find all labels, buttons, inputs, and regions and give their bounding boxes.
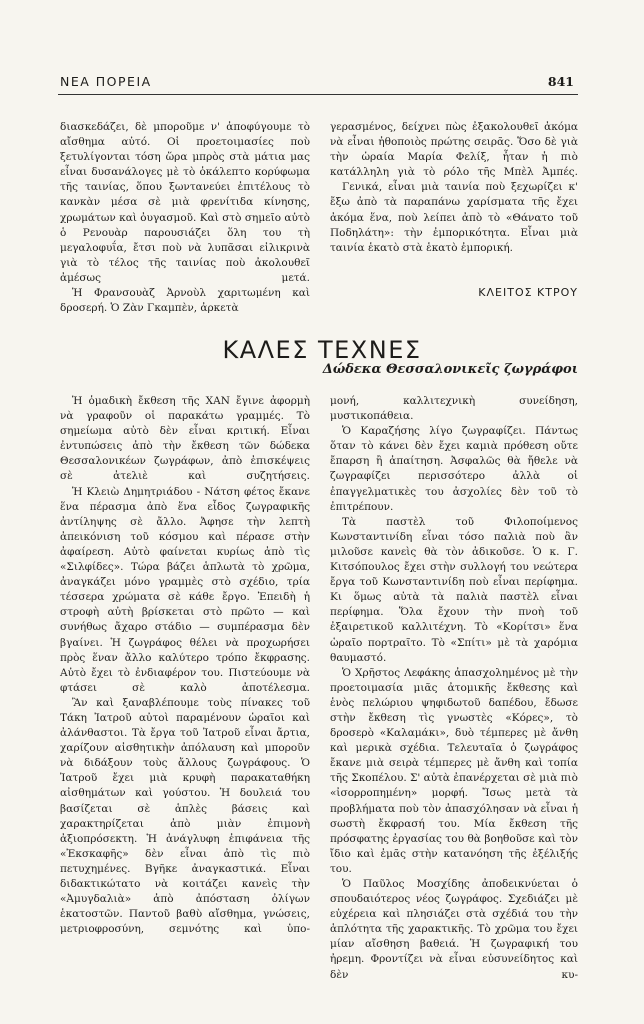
paragraph: Ἡ ὁμαδικὴ ἔκθεση τῆς ΧΑΝ ἔγινε ἀφορμὴ νὰ γραφοῦν οἱ παρακάτω γραμμές. Τὸ σημείωμα αὐτὸ δὲν εἶναι κριτική. Εἶναι ἐντυπώσεις ἀπὸ τὴν ἔκθεση τῶν δώδεκα Θεσσαλονικέων ζωγράφων, ἀπὸ ἐπισκέψεις σὲ ἀτελιὲ καὶ συζητήσεις. <box>60 395 310 483</box>
page-header <box>60 74 574 94</box>
bottom-right-column <box>330 394 578 983</box>
paragraph: Γενικά, εἶναι μιὰ ταινία ποὺ ξεχωρίζει κ' ἔξω ἀπὸ τὰ παραπάνω χαρίσματα τῆς ἔχει ἀκόμα ἕνα, ποὺ λείπει ἀπὸ τὸ «Θάνατο τοῦ Ποδηλάτη»: τὴν ἐμπορικότητα. Εἶναι μιὰ ταινία ἑκατὸ στὰ ἑκατὸ ἐμπορική. <box>330 181 578 254</box>
paragraph: διασκεδάζει, δὲ μποροῦμε ν' ἀποφύγουμε τὸ αἴσθημα αὐτό. Οἱ προετοιμασίες ποὺ ξετυλίγονται τόση ὥρα μπρὸς στὰ μάτια μας εἶναι δυσανάλογες μὲ τὸ ὁκάλεπτο κορύφωμα τῆς ταινίας, ὅπου ξωντανεύει ἐπιτέλους τὸ κανκὰν μέσα σὲ μιὰ φρενίτιδα κίνησης, χρωμάτων καὶ ὀυγασμοῦ. Καὶ στὸ σημεῖο αὐτὸ ὁ Ρενουὰρ παρουσιάζει ὅλη του τὴ μεγαλοφυΐα, ἔτσι ποὺ νὰ λυπᾶσαι εἰλικρινὰ γιὰ τὸ τέλος τῆς ταινίας ποὺ ἀκολουθεῖ ἀμέσως μετά. <box>60 121 310 284</box>
section-title: ΚΑΛΕΣ ΤΕΧΝΕΣ <box>222 336 422 364</box>
section-subtitle: Δώδεκα Θεσσαλονικεῖς ζωγράφοι <box>322 362 578 377</box>
paragraph: Ὁ Καραζήσης λίγο ζωγραφίζει. Πάντως ὅταν τὸ κάνει δὲν ἔχει καμιὰ πρόθεση οὔτε ἔπαρση ἢ ἀπαίτηση. Ἀσφαλῶς θὰ ἤθελε νὰ ζωγραφίζει περισσότερο ἀλλὰ οἱ ἐπαγγελματικὲς του ἀσχολίες δὲν τοῦ τὸ ἐπιτρέπουν. <box>330 425 578 513</box>
paragraph: Τὰ παστὲλ τοῦ Φιλοποίμενος Κωνσταντινίδη εἶναι τόσο παλιὰ ποὺ ἂν μιλοῦσε κανεὶς θὰ τὸν ἀδικοῦσε. Ὁ κ. Γ. Κιτσόπουλος ἔχει στὴν συλλογή του νεώτερα ἔργα τοῦ Κωνσταντινίδη ποὺ εἶναι περίφημα. Κι ὅμως αὐτὰ τὰ παλιὰ παστὲλ εἶναι περίφημα. Ὅλα ἔχουν τὴν πνοὴ τοῦ ἐξαιρετικοῦ καλλιτέχνη. Τὸ «Κορίτσι» ἕνα ὡραῖο πορτραῖτο. Τὸ «Σπίτι» μὲ τὰ χαρόμια θαυμαστό. <box>330 515 578 664</box>
paragraph: μονή, καλλιτεχνικὴ συνείδηση, μυστικοπάθεια. <box>330 395 578 423</box>
paragraph: Ὁ Χρῆστος Λεφάκης ἀπασχολημένος μὲ τὴν προετοιμασία μιᾶς ἀτομικῆς ἔκθεσης καὶ ἑνὸς πελώριου ψηφιδωτοῦ δαπέδου, ἔδωσε στὴν ἔκθεση τὶς γνωστὲς «Κόρες», τὸ δροσερὸ «Καλαμάκι», δυὸ τέμπερες μὲ ἄνθη καὶ μερικὰ σχέδια. Τελευταῖα ὁ ζωγράφος ἔκανε μιὰ σειρὰ τέμπερες μὲ ἄνθη καὶ τοπία τῆς Σκοπέλου. Σ' αὐτὰ ἐπανέρχεται σὲ μιὰ πιὸ «ἰσορροπημένη» μορφή. Ἴσως μετὰ τὰ προβλήματα ποὺ τὸν ἀπασχόλησαν νὰ εἶναι ἡ σωστὴ ἔκφρασή του. Μία ἔκθεση τῆς πρόσφατης ἐργασίας του θὰ βοηθοῦσε καὶ τὸν ἴδιο καὶ ἐμᾶς στὴν κατανόηση τῆς ἐξέλιξής του. <box>330 666 578 875</box>
top-left-column <box>60 120 310 316</box>
author-signature: ΚΛΕΙΤΟΣ ΚΤΡΟΥ <box>478 286 578 299</box>
paragraph: Ἡ Κλειὼ Δημητριάδου - Νάτση φέτος ἔκανε ἕνα πέρασμα ἀπὸ ἕνα εἶδος ζωγραφικῆς ἀντίληψης σὲ ἄλλο. Ἀφησε τὴν λεπτὴ ἀπεικόνιση τοῦ κόσμου καὶ πέρασε στὴν ἀφαίρεση. Αὐτὸ φαίνεται κυρίως ἀπὸ τὶς «Σιλφίδες». Τώρα βάζει ἁπλωτὰ τὸ χρῶμα, ἀναγκάζει μόνο γραμμὲς στὸ σχέδιο, τρία τέσσερα χρώματα σὲ κάθε ἔργο. Ἐπειδὴ ἡ στροφὴ αὐτὴ βρίσκεται στὸ πρῶτο — καὶ συνήθως ἄχαρο στάδιο — συμπέρασμα δὲν βγαίνει. Ἡ ζωγράφος θέλει νὰ προχωρήσει πρὸς ἕναν ἄλλο καλύτερο τρόπο ἔκφρασης. Αὐτὸ ἔχει τὸ ἐνδιαφέρον του. Πιστεύουμε νὰ φτάσει σὲ καλὸ ἀποτέλεσμα. <box>60 485 310 694</box>
top-right-column <box>330 120 578 256</box>
header-rule <box>58 94 578 95</box>
paragraph: Ὁ Παῦλος Μοσχίδης ἀποδεικνύεται ὁ σπουδαιότερος νέος ζωγράφος. Σχεδιάζει μὲ εὐχέρεια καὶ πλησιάζει στὰ σχέδιά του τὴν ἁπλότητα τῆς χαρακτικῆς. Τὸ χρῶμα του ἔχει μίαν αἴσθηση βαθειά. Ἡ ζωγραφική του ἠρεμη. Φροντίζει νὰ εἶναι εὐσυνείδητος καὶ δὲν κυ- <box>330 878 578 981</box>
paragraph: Ἂν καὶ ξαναβλέπουμε τοὺς πίνακες τοῦ Τάκη Ἰατροῦ αὐτοὶ παραμένουν ὡραῖοι καὶ ἀλάνθαστοι. Τὰ ἔργα τοῦ Ἰατροῦ εἶναι ἄρτια, χαρίζουν αἰσθητικὴν ἀπόλαυση καὶ μποροῦν νὰ διδάξουν τοὺς ἄλλους ζωγράφους. Ὁ Ἰατροῦ ἔχει μιὰ κρυφὴ παρακαταθήκη αἰσθημάτων καὶ γούστου. Ἡ δουλειά του βασίζεται σὲ ἁπλὲς βάσεις καὶ χαρακτηρίζεται ἀπὸ μιὰν ἐπιμονὴ ἀξιοπρόσεκτη. Ἡ ἀνάγλυφη ἐπιφάνεια τῆς «Ἐκσκαφῆς» δὲν εἶναι ἀπὸ τὶς πιὸ πετυχημένες. Βγῆκε ἀναγκαστικά. Εἶναι διδακτικώτατο νὰ κοιτάζει κανεὶς τὴν «Ἀμυγδαλιὰ» ἀπὸ ἀπόσταση ὀλίγων ἑκατοστῶν. Παντοῦ βαθὺ αἴσθημα, γνώσεις, μετριοφροσύνη, σεμνότης καὶ ὑπο- <box>60 696 310 936</box>
paragraph: Ἡ Φρανσουὰζ Ἀρνοὺλ χαριτωμένη καὶ δροσερή. Ὁ Ζὰν Γκαμπὲν, ἀρκετὰ <box>60 287 310 315</box>
journal-title: ΝΕΑ ΠΟΡΕΙΑ <box>60 74 152 89</box>
page-number: 841 <box>547 74 574 89</box>
paragraph: γερασμένος, δείχνει πὼς ἐξακολουθεῖ ἀκόμα νὰ εἶναι ἠθοποιὸς πρώτης σειρᾶς. Ὅσο δὲ γιὰ τὴν ὡραία Μαρία Φελίξ, ἦταν ἡ πιὸ κατάλληλη γιὰ τὸ ρόλο τῆς Μπὲλ Ἀμπές. <box>330 121 578 179</box>
bottom-left-column <box>60 394 310 937</box>
